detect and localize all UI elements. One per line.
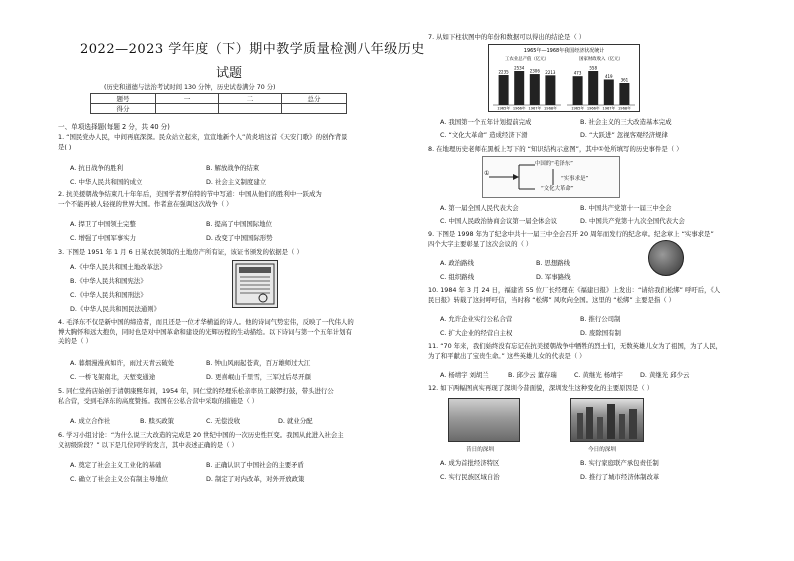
option: B. 中国共产党第十一届三中全会	[580, 204, 672, 212]
option: C.《中华人民共和国刑法》	[70, 291, 147, 299]
commemorative-medal-image	[648, 240, 684, 276]
score-cell	[219, 104, 282, 114]
question-11-stem: 11. “70 年来，我们始终没有忘记在抗美援朝战争中牺牲的烈士们，无数英雄儿女为了祖国，为了人民， 为了和平献出了宝贵生命。” 这些英雄儿女的代表是（ ）	[428, 342, 723, 360]
option: C. 扩大企业的经营自主权	[440, 329, 513, 337]
question-9-stem: 9. 下图是 1998 年为了纪念中共十一届三中全会召开 20 周年而发行的纪念章。纪念章上 “实事求是” 四个大字主要彰显了这次会议的（ ）	[428, 230, 714, 248]
question-2-stem: 2. 抗美援朝战争结束几十年年后，美国学者罗伯特的节中写道：中国从他们的胜利中一跃成为 一个不能再被人轻视的世界大国。作者意在强调这次战争（ ）	[58, 190, 322, 208]
option: D. 制定了对内改革，对外开放政策	[206, 475, 305, 483]
option: C. “文化大革命” 造成经济下滑	[440, 131, 528, 139]
economy-bar-chart	[488, 44, 640, 112]
photo-caption-left: 昔日的深圳	[466, 447, 494, 453]
option: D. 推行了城市经济体制改革	[580, 473, 660, 481]
question-4-stem: 4. 毛泽东不仅是新中国的缔造者，而且还是一位才华横溢的诗人。他的诗词气势宏伟，反映了一代伟人的 博大胸怀和远大抱负，同时也是对中国革命和建设的光辉历程的生动描绘。以下诗词与第一个五年计划有 关的是（ ）	[58, 318, 354, 346]
diagram-branch-1: 中国的“毛泽东”	[535, 161, 573, 167]
shenzhen-present-photo	[570, 398, 644, 442]
option: B. 实行家庭联产承包责任制	[580, 459, 659, 467]
option: A. 允许企业实行公私合营	[440, 315, 513, 323]
bar-value-label: 361	[620, 77, 629, 83]
question-7-stem: 7. 从如下柱状图中的年份和数据可以得出的结论是（ ）	[428, 33, 586, 41]
bar	[573, 76, 583, 105]
option: A.《中华人民共和国土地改革法》	[70, 263, 166, 271]
land-certificate-image	[232, 260, 278, 308]
option: A. 暮烟漫漫真如许，雨过天青云破处	[70, 359, 175, 367]
option: A. 第一届全国人民代表大会	[440, 204, 519, 212]
question-3-stem: 3. 下图是 1951 年 1 月 6 日某农民领取的土地房产所有证，该证书颁发的依据是（ ）	[58, 248, 303, 256]
option: D. 中国共产党第十九次全国代表大会	[580, 217, 685, 225]
diagram-branch-2: “文化大革命”	[541, 186, 574, 192]
question-1-stem: 1. “国民党办人民，中间再底深深。民众站立起来，宣宣地新个人”黄炎培这首《天安门歌》的创作背景 是( )	[58, 133, 348, 151]
option: D.《中华人民共和国民法通则》	[70, 305, 161, 313]
question-10-stem: 10. 1984 年 3 月 24 日，福建省 55 位厂长经理在《福建日报》上发出：“请给我们松绑” 呼吁后，《人 民日报》转载了这封呼吁信，当时称 “松绑” 风吹向全国。这里的 “松绑” 主要是指（ ）	[428, 286, 721, 304]
option: D. “大跃进” 忽视客观经济规律	[580, 131, 668, 139]
option: C. 组织路线	[440, 273, 475, 281]
bar	[588, 71, 598, 105]
option: B. 钟山风雨起苍黄，百万雄师过大江	[206, 359, 311, 367]
bar-value-label: 558	[589, 65, 598, 71]
bar-value-label: 2213	[545, 69, 556, 75]
option: B.《中华人民共和国宪法》	[70, 277, 147, 285]
option: B. 推行公司制	[580, 315, 621, 323]
category-label: 1966年	[586, 106, 600, 111]
option: A. 奠定了社会主义工业化的基础	[70, 461, 162, 469]
option: D. 废除国有制	[580, 329, 621, 337]
bar-value-label: 2306	[529, 68, 540, 74]
photo-caption-right: 今日的深圳	[588, 447, 616, 453]
bar	[530, 74, 540, 105]
score-cell: 二	[219, 94, 282, 104]
option: A. 抗日战争的胜利	[70, 164, 124, 172]
option: C. 增强了中国军事实力	[70, 234, 137, 242]
option: D. 社会主义制度建立	[206, 178, 267, 186]
option: C. 中国人民政治协商会议第一届全体会议	[440, 217, 558, 225]
economy-bar-chart-svg	[489, 45, 639, 111]
panel-label: 工农业总产值（亿元）	[505, 57, 549, 62]
panel-label: 国家财政收入（亿元）	[579, 57, 623, 62]
question-8-stem: 8. 在地理历史老师在黑板上写下的 “知识结构示意图”，其中①处所填写的历史事件是（ ）	[428, 145, 683, 153]
category-label: 1966年	[512, 106, 526, 111]
score-cell	[282, 104, 347, 114]
chart-title: 1965年—1968年我国经济状况统计	[523, 48, 605, 54]
skyline-graphic	[571, 399, 643, 441]
score-cell: 总分	[282, 94, 347, 104]
option: D. 军事路线	[536, 273, 571, 281]
category-label: 1967年	[602, 106, 616, 111]
option: D. 黄继光 邱少云	[640, 371, 690, 379]
exam-note: (历史和道德与法治考试时间 130 分钟，历史试卷满分 70 分)	[104, 84, 276, 91]
score-cell: 得分	[91, 104, 156, 114]
option: A. 政治路线	[440, 259, 474, 267]
category-label: 1965年	[497, 106, 510, 111]
bar-value-label: 419	[604, 73, 613, 79]
exam-title: 2022—2023 学年度（下）期中教学质量检测八年级历史	[80, 42, 425, 57]
question-6-stem: 6. 学习小组讨论：“为什么说三大改造的完成是 20 世纪中国的一次历史性巨变。我国从此进入社会主 义初级阶段？” 以下是几位同学的发言，其中表述正确的是（ ）	[58, 431, 344, 449]
bar	[514, 71, 524, 105]
bar	[545, 75, 555, 105]
category-label: 1968年	[544, 106, 557, 111]
option: D. 就业分配	[278, 417, 313, 425]
option: D. 改变了中国国际形势	[206, 234, 273, 242]
option: A. 捍卫了中国领土完整	[70, 220, 136, 228]
question-5-stem: 5. 同仁堂药店始创于清朝康熙年间，1954 年，同仁堂的经理乐松亲率员工敲锣打鼓，带头进行公 私合营，受到毛泽东的高度赞扬。我国在公私合营中采取的措施是（ ）	[58, 387, 334, 405]
shenzhen-past-photo	[448, 398, 520, 442]
question-12-stem: 12. 如下两幅图真实再现了深圳今昔面貌，深圳发生这种变化的主要原因是（ ）	[428, 384, 654, 392]
bar	[604, 79, 614, 105]
option: A. 成立合作社	[70, 417, 111, 425]
option: C. 黄继光 杨靖宇	[574, 371, 623, 379]
option: B. 赎买政策	[140, 417, 175, 425]
diagram-node-1: ①	[484, 170, 490, 177]
section-heading: 一、单项选择题(每题 2 分，共 40 分)	[58, 123, 170, 131]
category-label: 1965年	[571, 106, 584, 111]
option: C. 实行民族区域自治	[440, 473, 500, 481]
category-label: 1968年	[618, 106, 631, 111]
bar-value-label: 2235	[498, 69, 509, 75]
option: C. 确立了社会主义公有制主导地位	[70, 475, 168, 483]
score-cell	[156, 104, 219, 114]
option: D. 更喜岷山千里雪，三军过后尽开颜	[206, 373, 311, 381]
option: A. 杨靖宇 刘胡兰	[440, 371, 489, 379]
exam-title-line2: 试题	[216, 66, 243, 81]
bar-value-label: 2534	[514, 65, 525, 71]
option: B. 思想路线	[536, 259, 571, 267]
knowledge-diagram	[482, 156, 620, 198]
category-label: 1967年	[528, 106, 542, 111]
option: B. 正确认识了中国社会的主要矛盾	[206, 461, 304, 469]
option: C. 无偿没收	[206, 417, 241, 425]
option: B. 解放战争的结束	[206, 164, 260, 172]
option: C. 中华人民共和国的成立	[70, 178, 143, 186]
option: A. 成为首批经济特区	[440, 459, 500, 467]
option: C. 一桥飞架南北，天堑变通途	[70, 373, 156, 381]
land-certificate-graphic	[233, 261, 277, 307]
option: B. 社会主义的三大改造基本完成	[580, 118, 672, 126]
score-cell: 题号	[91, 94, 156, 104]
bar	[619, 83, 629, 105]
score-cell: 一	[156, 94, 219, 104]
bar	[499, 75, 509, 105]
bar-value-label: 473	[573, 70, 582, 76]
option: B. 邱少云 董存瑞	[508, 371, 557, 379]
option: B. 提高了中国国际地位	[206, 220, 272, 228]
score-table	[90, 93, 347, 114]
diagram-node-2: “实事求是”	[561, 176, 589, 182]
option: A. 我国第一个五年计划提前完成	[440, 118, 532, 126]
